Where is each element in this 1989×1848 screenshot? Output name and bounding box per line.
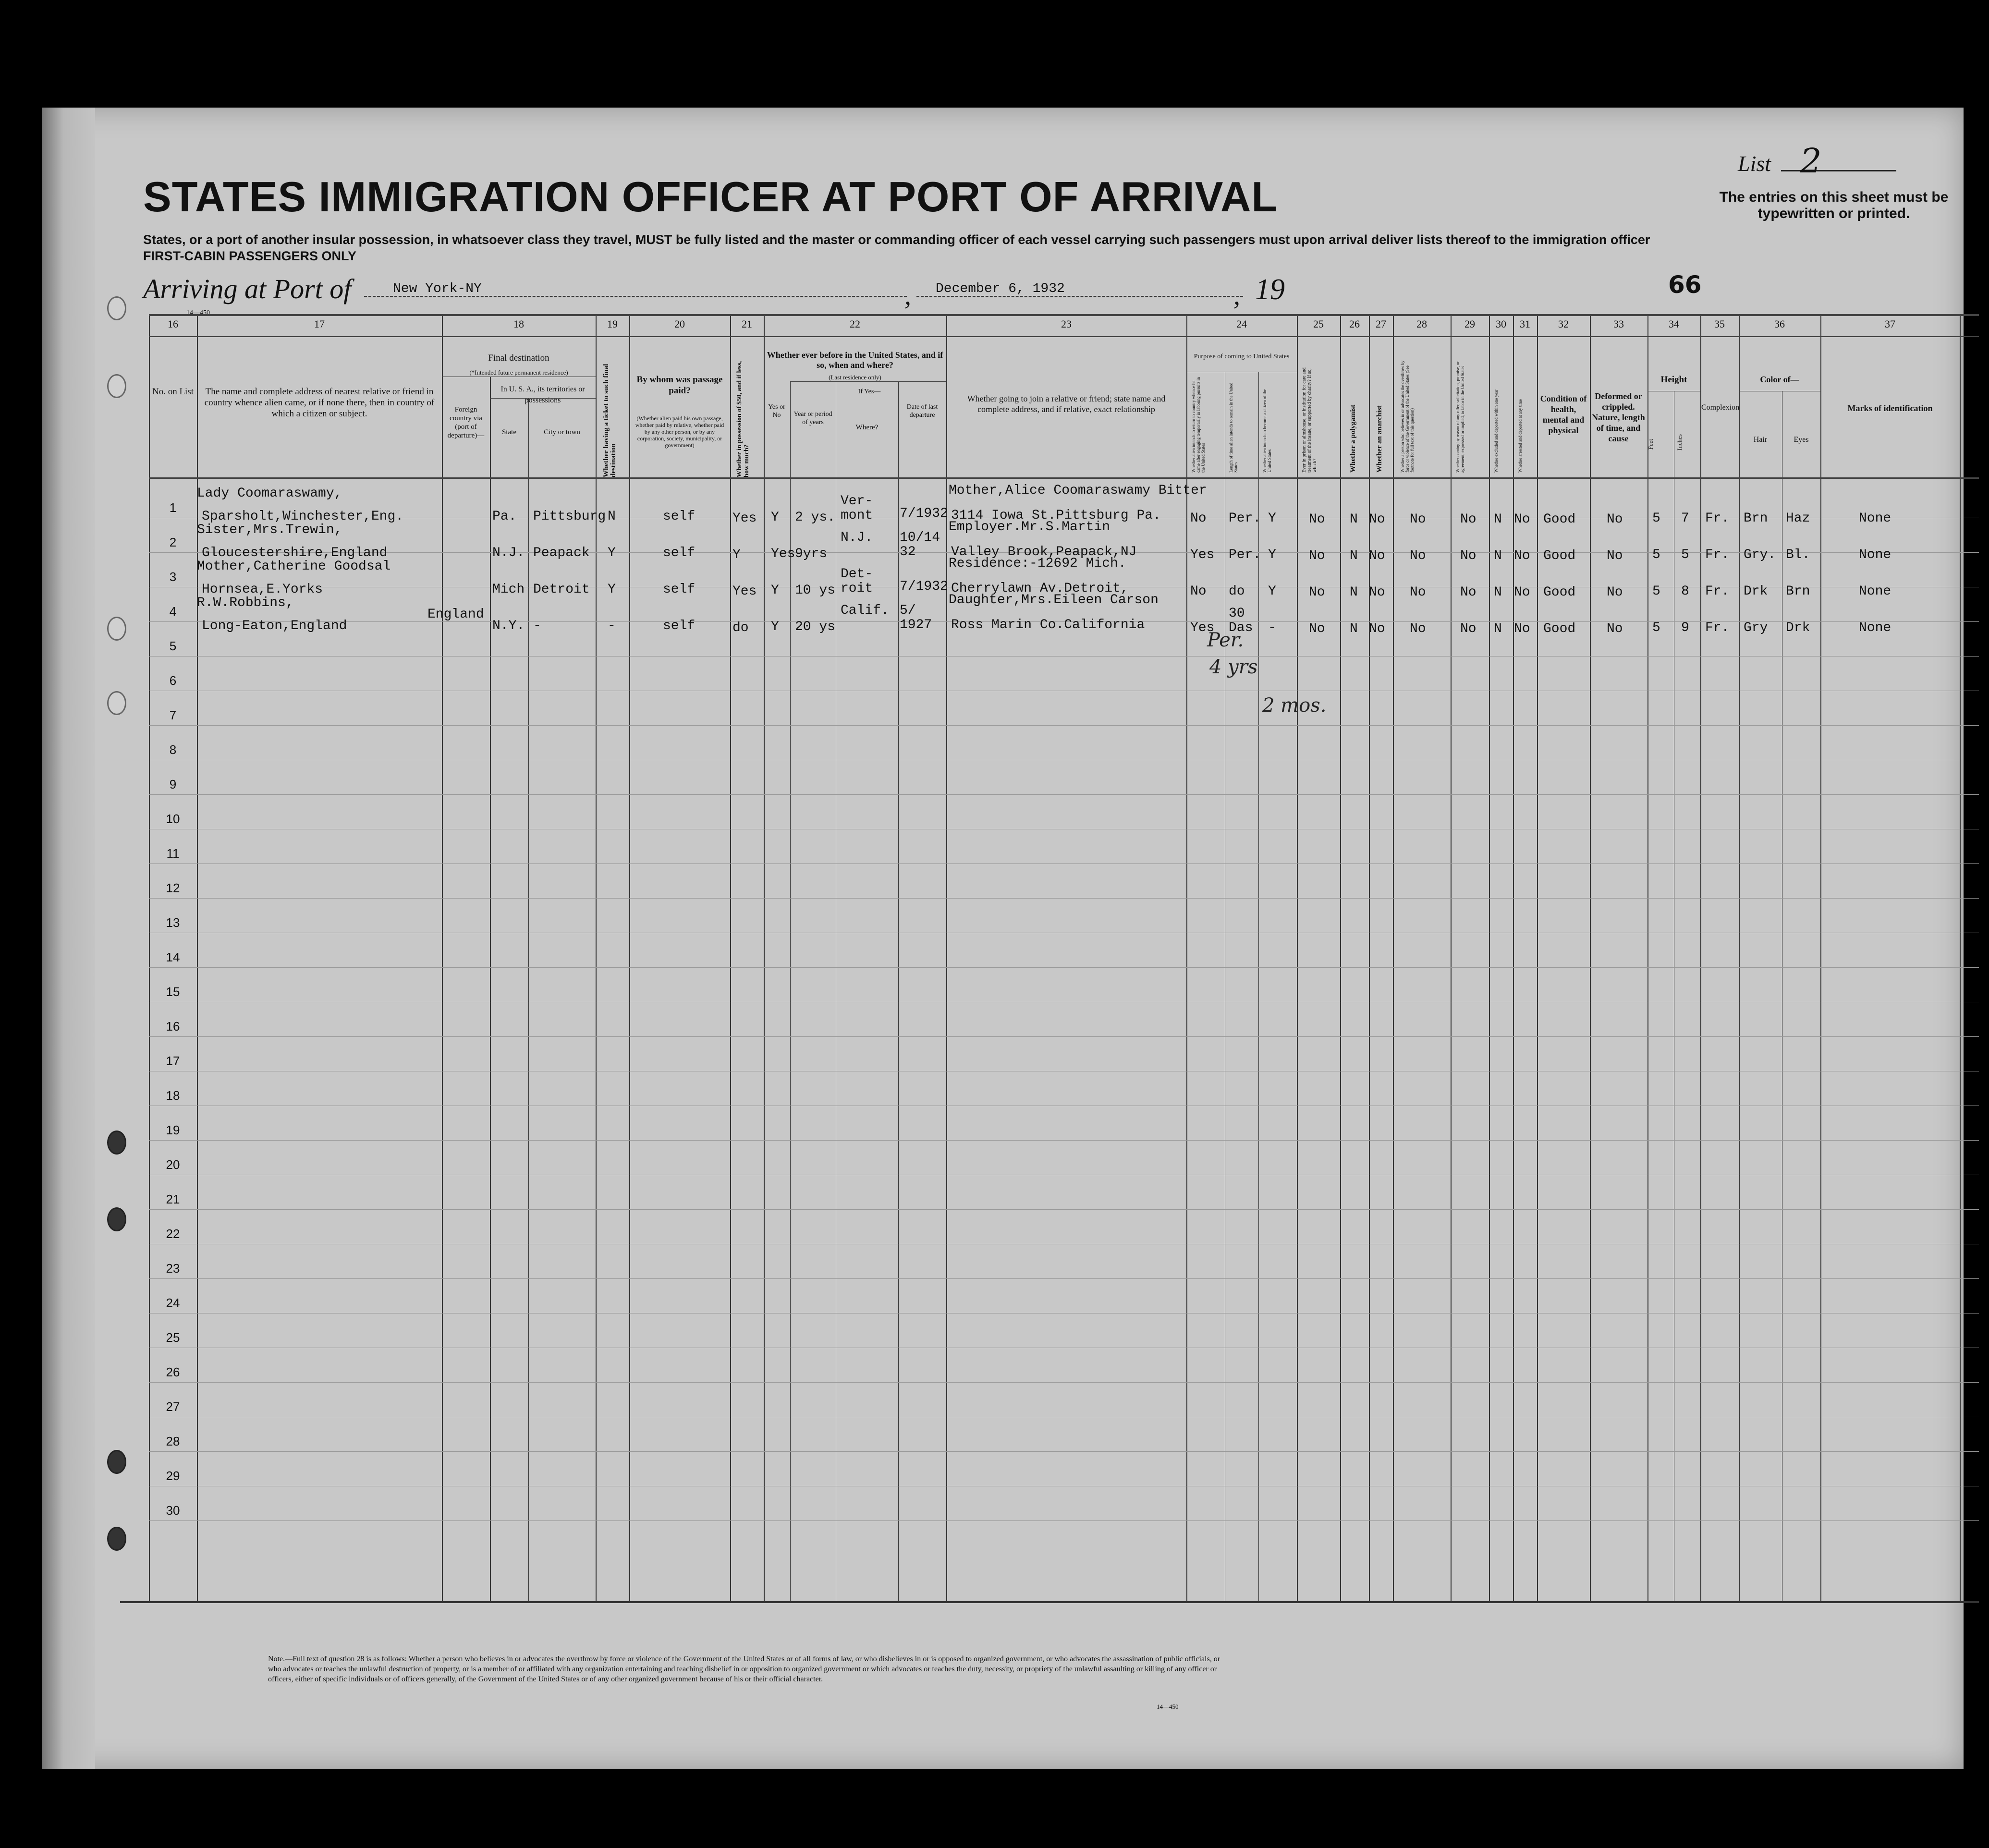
- ever-before-value: Y: [771, 620, 779, 634]
- marks-value: None: [1859, 584, 1891, 599]
- purpose-length: do: [1229, 584, 1245, 599]
- header-polygamist: Whether a polygamist: [1349, 404, 1357, 473]
- join-relative-line1: Mother,Alice Coomaraswamy Bitter: [949, 483, 1207, 498]
- row-number: 4: [169, 604, 177, 619]
- purpose-citizen: -: [1268, 620, 1276, 635]
- period-value: 9yrs: [795, 547, 828, 561]
- col-number: 36: [1774, 318, 1785, 330]
- polygamist-value: N: [1350, 621, 1358, 636]
- row-number: 16: [166, 1019, 180, 1033]
- departure-value: 5/: [900, 603, 916, 618]
- possession-value: do: [732, 620, 749, 635]
- arriving-label: Arriving at Port of: [143, 273, 352, 304]
- purpose-return: Yes: [1190, 547, 1215, 562]
- where-value: N.J.: [841, 530, 873, 545]
- departure-value: 10/14: [900, 530, 940, 545]
- header-relative-address: The name and complete address of nearest relative or friend in country whence alien came, or if none there, then in country of which a citizen or subject.: [204, 387, 435, 419]
- height-feet: 5: [1652, 584, 1660, 599]
- list-label: List: [1738, 151, 1771, 176]
- punch-hole: [107, 1207, 126, 1231]
- row-number: 28: [166, 1434, 180, 1448]
- row-number: 1: [169, 500, 177, 515]
- col-number: 28: [1416, 318, 1427, 330]
- q31-value: No: [1514, 621, 1530, 636]
- col-number: 19: [607, 318, 618, 330]
- destination-state: N.J.: [492, 546, 525, 560]
- q31-value: No: [1514, 585, 1530, 600]
- row-number: 9: [169, 777, 177, 791]
- join-relative-line2: 3114 Iowa St.Pittsburg Pa.: [951, 508, 1161, 523]
- header-marks: Marks of identification: [1847, 403, 1933, 413]
- relative-address: Long-Eaton,England: [202, 619, 347, 633]
- header-deformed: Deformed or crippled. Nature, length of time, and cause: [1592, 391, 1645, 443]
- destination-state: Pa.: [492, 509, 517, 524]
- ticket-value: -: [608, 619, 616, 633]
- header-hair: Hair: [1753, 436, 1768, 444]
- join-relative-line2: Valley Brook,Peapack,NJ: [951, 545, 1137, 559]
- form-title: STATES IMMIGRATION OFFICER AT PORT OF ARRIVAL: [143, 173, 1278, 220]
- possession-value: Yes: [732, 584, 757, 599]
- purpose-return: No: [1190, 511, 1207, 526]
- row-line: [149, 1382, 1979, 1383]
- handwritten-note: Per.: [1207, 629, 1244, 651]
- ever-before-value: Y: [771, 583, 779, 598]
- header-state: State: [502, 428, 516, 436]
- prison-value: No: [1309, 512, 1325, 527]
- period-value: 2 ys.: [795, 510, 836, 525]
- header-color-of: Color of—: [1760, 375, 1799, 384]
- destination-state: Mich: [492, 582, 525, 597]
- footnote-form-number: 14—450: [1157, 1703, 1179, 1710]
- hair-value: Brn: [1744, 511, 1768, 526]
- header-purpose-b: Length of time alien intends to remain in the United States: [1229, 382, 1238, 473]
- header-purpose: Purpose of coming to United States: [1194, 353, 1290, 360]
- punch-hole: [107, 617, 126, 641]
- row-number: 20: [166, 1157, 180, 1172]
- prison-value: No: [1309, 585, 1325, 600]
- col-number: 22: [850, 318, 860, 330]
- anarchist-value: No: [1369, 512, 1385, 527]
- header-q31: Whether arrested and deported at any time: [1518, 399, 1523, 473]
- join-relative-line1: Daughter,Mrs.Eileen Carson: [949, 593, 1159, 608]
- purpose-citizen: Y: [1268, 511, 1276, 526]
- anarchist-value: No: [1369, 585, 1385, 600]
- relative-name: Sister,Mrs.Trewin,: [197, 523, 342, 537]
- row-line: [149, 1278, 1979, 1279]
- passage-paid-value: self: [663, 546, 696, 560]
- row-number: 23: [166, 1261, 180, 1276]
- row-line: [149, 863, 1979, 864]
- col-number: 17: [314, 318, 325, 330]
- eyes-value: Bl.: [1786, 547, 1810, 562]
- col-number: 27: [1376, 318, 1386, 330]
- purpose-citizen: Y: [1268, 547, 1276, 562]
- period-value: 20 ys: [795, 620, 836, 634]
- health-value: Good: [1543, 585, 1576, 600]
- header-final-destination: Final destination: [488, 353, 549, 363]
- q30-value: N: [1494, 512, 1502, 527]
- row-number: 26: [166, 1365, 180, 1379]
- header-anarchist: Whether an anarchist: [1376, 405, 1383, 473]
- header-purpose-a: Whether alien intends to return to country whence he came after engaging temporarily in laboring pursuits in the United States: [1191, 377, 1206, 473]
- col-number: 31: [1520, 318, 1530, 330]
- col-number: 34: [1669, 318, 1679, 330]
- passage-paid-value: self: [663, 509, 696, 524]
- row-line: [149, 1140, 1979, 1141]
- relative-address: Gloucestershire,England: [202, 546, 388, 560]
- where-value: Det-: [841, 567, 873, 582]
- col-number: 18: [513, 318, 524, 330]
- row-number: 7: [169, 708, 177, 722]
- punch-hole: [107, 374, 126, 398]
- row-number: 3: [169, 570, 177, 584]
- q31-value: No: [1514, 512, 1530, 527]
- header-if-yes: If Yes—: [858, 388, 881, 395]
- header-in-us: In U. S. A., its territories or possessions: [500, 385, 585, 404]
- q30-value: N: [1494, 585, 1502, 600]
- departure-value: 1927: [900, 618, 932, 632]
- polygamist-value: N: [1350, 512, 1358, 527]
- purpose-length: Per.: [1229, 547, 1261, 562]
- row-number: 12: [166, 881, 180, 895]
- relative-name: Mother,Catherine Goodsal: [197, 559, 391, 574]
- row-line: [149, 1451, 1979, 1452]
- health-value: Good: [1543, 548, 1576, 563]
- col-number: 16: [168, 318, 178, 330]
- row-line: [149, 794, 1979, 795]
- row-line: [149, 1209, 1979, 1210]
- header-ticket: Whether having a ticket to such final destination: [602, 364, 617, 477]
- height-inches: 5: [1681, 547, 1689, 562]
- marks-value: None: [1859, 620, 1891, 635]
- header-passage-paid: By whom was passage paid?: [636, 375, 723, 396]
- ever-before-value: Yes: [771, 547, 795, 561]
- row-number: 6: [169, 673, 177, 688]
- q30-value: N: [1494, 621, 1502, 636]
- form-subtitle: States, or a port of another insular possession, in whatsoever class they travel, MUST be fully listed and the master or commanding officer of each vessel carrying such passengers must upon arrival deliver lists thereof to the immigration officer: [143, 232, 1650, 247]
- foreign-country: England: [427, 607, 484, 622]
- height-feet: 5: [1652, 547, 1660, 562]
- row-number: 25: [166, 1330, 180, 1345]
- header-q30: Whether excluded and deported within one year: [1494, 389, 1499, 473]
- header-q28: Whether a person who believes in or advocates the overthrow by force or violence of the Government of the United States (See footnote for full text of this question): [1400, 360, 1415, 473]
- row-number: 14: [166, 950, 180, 964]
- footnote: Note.—Full text of question 28 is as follows: Whether a person who believes in or advocates the overthrow by force or violence of the Government of the United States or of all forms of law, or who disbelieves in or is opposed to organized government, or who advocates the assassination of public officials, or who advocates or teaches the unlawful destruction of property, or is a member of or affiliated with any organization entertaining and teaching disbelief in or opposition to organized government or which advocates or teaches the duty, necessity, or propriety of the unlawful assaulting or killing of any officer or officers, either of specific individuals or of officers generally, of the Government of the United States or of any other organized government because of his or their official character.: [268, 1655, 1220, 1683]
- header-height: Height: [1660, 375, 1687, 385]
- deformed-value: No: [1607, 585, 1623, 600]
- q28-value: No: [1410, 621, 1426, 636]
- hair-value: Gry.: [1744, 547, 1776, 562]
- row-line: [149, 967, 1979, 968]
- punch-hole: [107, 1527, 126, 1551]
- header-no-on-list: No. on List: [152, 387, 194, 397]
- complexion-value: Fr.: [1705, 620, 1730, 635]
- q30-value: N: [1494, 548, 1502, 563]
- punch-hole: [107, 296, 126, 320]
- ticket-value: Y: [608, 546, 616, 560]
- deformed-value: No: [1607, 621, 1623, 636]
- complexion-value: Fr.: [1705, 584, 1730, 599]
- list-line: [1781, 170, 1896, 171]
- q28-value: No: [1410, 548, 1426, 563]
- height-feet: 5: [1652, 620, 1660, 635]
- polygamist-value: N: [1350, 548, 1358, 563]
- header-join-relative: Whether going to join a relative or friend; state name and complete address, and if relative, exact relationship: [967, 394, 1166, 414]
- form-number: 14—450: [186, 309, 210, 316]
- header-foreign-country: Foreign country via (port of departure)—: [447, 406, 485, 439]
- manifest-table: [149, 314, 1979, 1601]
- col-number: 37: [1885, 318, 1895, 330]
- relative-address: Hornsea,E.Yorks: [202, 582, 323, 597]
- manifest-sheet: [42, 108, 1964, 1769]
- q29-value: No: [1460, 585, 1476, 600]
- row-line: [149, 898, 1979, 899]
- header-ever-before-sub: (Last residence only): [829, 374, 881, 381]
- purpose-citizen: Y: [1268, 584, 1276, 599]
- row-number: 17: [166, 1054, 180, 1068]
- col-number: 32: [1558, 318, 1569, 330]
- col-number: 25: [1313, 318, 1324, 330]
- punch-hole: [107, 1131, 126, 1155]
- where-value: mont: [841, 508, 873, 523]
- header-possession-50: Whether in possession of $50, and if less, how much?: [736, 361, 750, 477]
- header-yes-no: Yes or No: [768, 403, 785, 419]
- destination-city: Peapack: [533, 546, 590, 560]
- header-period: Year or period of years: [793, 411, 832, 426]
- marks-value: None: [1859, 511, 1891, 526]
- join-relative-line2: Cherrylawn Av.Detroit,: [951, 581, 1129, 596]
- row-number: 11: [166, 846, 180, 861]
- comma: ,: [1233, 281, 1240, 311]
- period-value: 10 ys: [795, 583, 836, 598]
- header-city: City or town: [544, 428, 580, 436]
- purpose-length: 30: [1229, 606, 1245, 621]
- passage-paid-value: self: [663, 582, 696, 597]
- paper-edge: [42, 108, 95, 1769]
- col-number: 29: [1464, 318, 1475, 330]
- punch-hole: [107, 691, 126, 715]
- purpose-length: Das: [1229, 620, 1253, 635]
- header-passage-paid-sub: (Whether alien paid his own passage, whether paid by relative, whether paid by any other person, or by any corporation, society, municipality, or government): [635, 415, 724, 449]
- possession-value: Y: [732, 547, 741, 562]
- header-health: Condition of health, mental and physical: [1540, 394, 1587, 435]
- q28-value: No: [1410, 585, 1426, 600]
- join-relative-line1: Residence:-12692 Mich.: [949, 556, 1126, 571]
- header-final-destination-sub: (*Intended future permanent residence): [469, 369, 568, 376]
- row-line: [149, 725, 1979, 726]
- q28-value: No: [1410, 512, 1426, 527]
- punch-hole: [107, 1450, 126, 1474]
- year-prefix: 19: [1255, 273, 1285, 306]
- handwritten-note: 2 mos.: [1262, 694, 1327, 717]
- header-ever-before: Whether ever before in the United States, and if so, when and where?: [767, 350, 943, 370]
- row-number: 19: [166, 1123, 180, 1137]
- where-value: roit: [841, 581, 873, 596]
- complexion-value: Fr.: [1705, 511, 1730, 526]
- row-number: 10: [166, 812, 180, 826]
- col-number: 30: [1496, 318, 1506, 330]
- departure-value: 32: [900, 545, 916, 559]
- height-inches: 7: [1681, 511, 1689, 526]
- comma: ,: [904, 281, 911, 311]
- col-number: 20: [674, 318, 685, 330]
- class-note: FIRST-CABIN PASSENGERS ONLY: [143, 249, 357, 263]
- header-purpose-c: Whether alien intends to become a citizen of the United States: [1262, 389, 1272, 473]
- row-line: [149, 656, 1979, 657]
- health-value: Good: [1543, 621, 1576, 636]
- row-number: 18: [166, 1088, 180, 1103]
- ticket-value: Y: [608, 582, 616, 597]
- destination-city: Pittsburg: [533, 509, 606, 524]
- col-number: 26: [1349, 318, 1360, 330]
- col-number: 35: [1714, 318, 1725, 330]
- height-inches: 8: [1681, 584, 1689, 599]
- row-number: 29: [166, 1469, 180, 1483]
- where-value: Ver-: [841, 494, 873, 509]
- join-relative-line2: Ross Marin Co.California: [951, 618, 1145, 632]
- q29-value: No: [1460, 621, 1476, 636]
- port-value: New York-NY: [393, 281, 482, 296]
- ticket-value: N: [608, 509, 616, 524]
- header-feet: Feet: [1647, 439, 1654, 450]
- header-where: Where?: [855, 424, 879, 431]
- row-number: 15: [166, 985, 180, 999]
- anarchist-value: No: [1369, 548, 1385, 563]
- header-date-departure: Date of last departure: [906, 403, 938, 419]
- purpose-return: Yes: [1190, 620, 1215, 635]
- hair-value: Drk: [1744, 584, 1768, 599]
- prison-value: No: [1309, 621, 1325, 636]
- row-line: [149, 1036, 1979, 1037]
- purpose-return: No: [1190, 584, 1207, 599]
- complexion-value: Fr.: [1705, 547, 1730, 562]
- row-number: 13: [166, 915, 180, 930]
- relative-name: Lady Coomaraswamy,: [197, 486, 342, 501]
- col-number: 33: [1613, 318, 1624, 330]
- col-number: 23: [1061, 318, 1072, 330]
- ever-before-value: Y: [771, 510, 779, 525]
- hair-value: Gry: [1744, 620, 1768, 635]
- list-number: 2: [1800, 141, 1822, 181]
- row-number: 27: [166, 1399, 180, 1414]
- relative-address: Sparsholt,Winchester,Eng.: [202, 509, 404, 524]
- departure-value: 7/1932: [900, 506, 948, 521]
- destination-city: Detroit: [533, 582, 590, 597]
- row-number: 24: [166, 1296, 180, 1310]
- eyes-value: Brn: [1786, 584, 1810, 599]
- date-value: December 6, 1932: [936, 281, 1065, 296]
- row-number: 30: [166, 1503, 180, 1518]
- header-eyes: Eyes: [1794, 436, 1809, 444]
- eyes-value: Haz: [1786, 511, 1810, 526]
- header-prison: Ever in prison or almshouse, or institution for care and treatment of the insane, or supported by charity? If so, which?: [1302, 367, 1318, 473]
- header-inches: Inches: [1676, 434, 1683, 450]
- polygamist-value: N: [1350, 585, 1358, 600]
- row-number: 8: [169, 742, 177, 757]
- header-complexion: Complexion: [1701, 403, 1740, 412]
- page-number: 66: [1668, 271, 1702, 299]
- join-relative-line1: Employer.Mr.S.Martin: [949, 520, 1110, 535]
- deformed-value: No: [1607, 548, 1623, 563]
- deformed-value: No: [1607, 512, 1623, 527]
- row-number: 2: [169, 535, 177, 549]
- passage-paid-value: self: [663, 619, 696, 633]
- typewritten-note: The entries on this sheet must be typewritten or printed.: [1719, 189, 1949, 221]
- col-number: 24: [1236, 318, 1247, 330]
- eyes-value: Drk: [1786, 620, 1810, 635]
- purpose-length: Per.: [1229, 511, 1261, 526]
- anarchist-value: No: [1369, 621, 1385, 636]
- row-number: 22: [166, 1227, 180, 1241]
- destination-state: N.Y.: [492, 619, 525, 633]
- q31-value: No: [1514, 548, 1530, 563]
- where-value: Calif.: [841, 603, 889, 618]
- possession-value: Yes: [732, 511, 757, 526]
- row-number: 21: [166, 1192, 180, 1206]
- q29-value: No: [1460, 512, 1476, 527]
- q29-value: No: [1460, 548, 1476, 563]
- handwritten-note: 4 yrs: [1209, 656, 1258, 678]
- header-q29: Whether coming by reason of any offer, solicitation, promise, or agreement, expressed or implied, to labor in the United States: [1455, 361, 1465, 473]
- departure-value: 7/1932: [900, 579, 948, 594]
- col-number: 21: [742, 318, 752, 330]
- height-feet: 5: [1652, 511, 1660, 526]
- destination-city: -: [533, 619, 541, 633]
- health-value: Good: [1543, 512, 1576, 527]
- prison-value: No: [1309, 548, 1325, 563]
- row-line: [149, 1520, 1979, 1521]
- marks-value: None: [1859, 547, 1891, 562]
- height-inches: 9: [1681, 620, 1689, 635]
- row-number: 5: [169, 639, 177, 653]
- relative-name: R.W.Robbins,: [197, 596, 294, 610]
- table-bottom-line: [120, 1601, 1979, 1603]
